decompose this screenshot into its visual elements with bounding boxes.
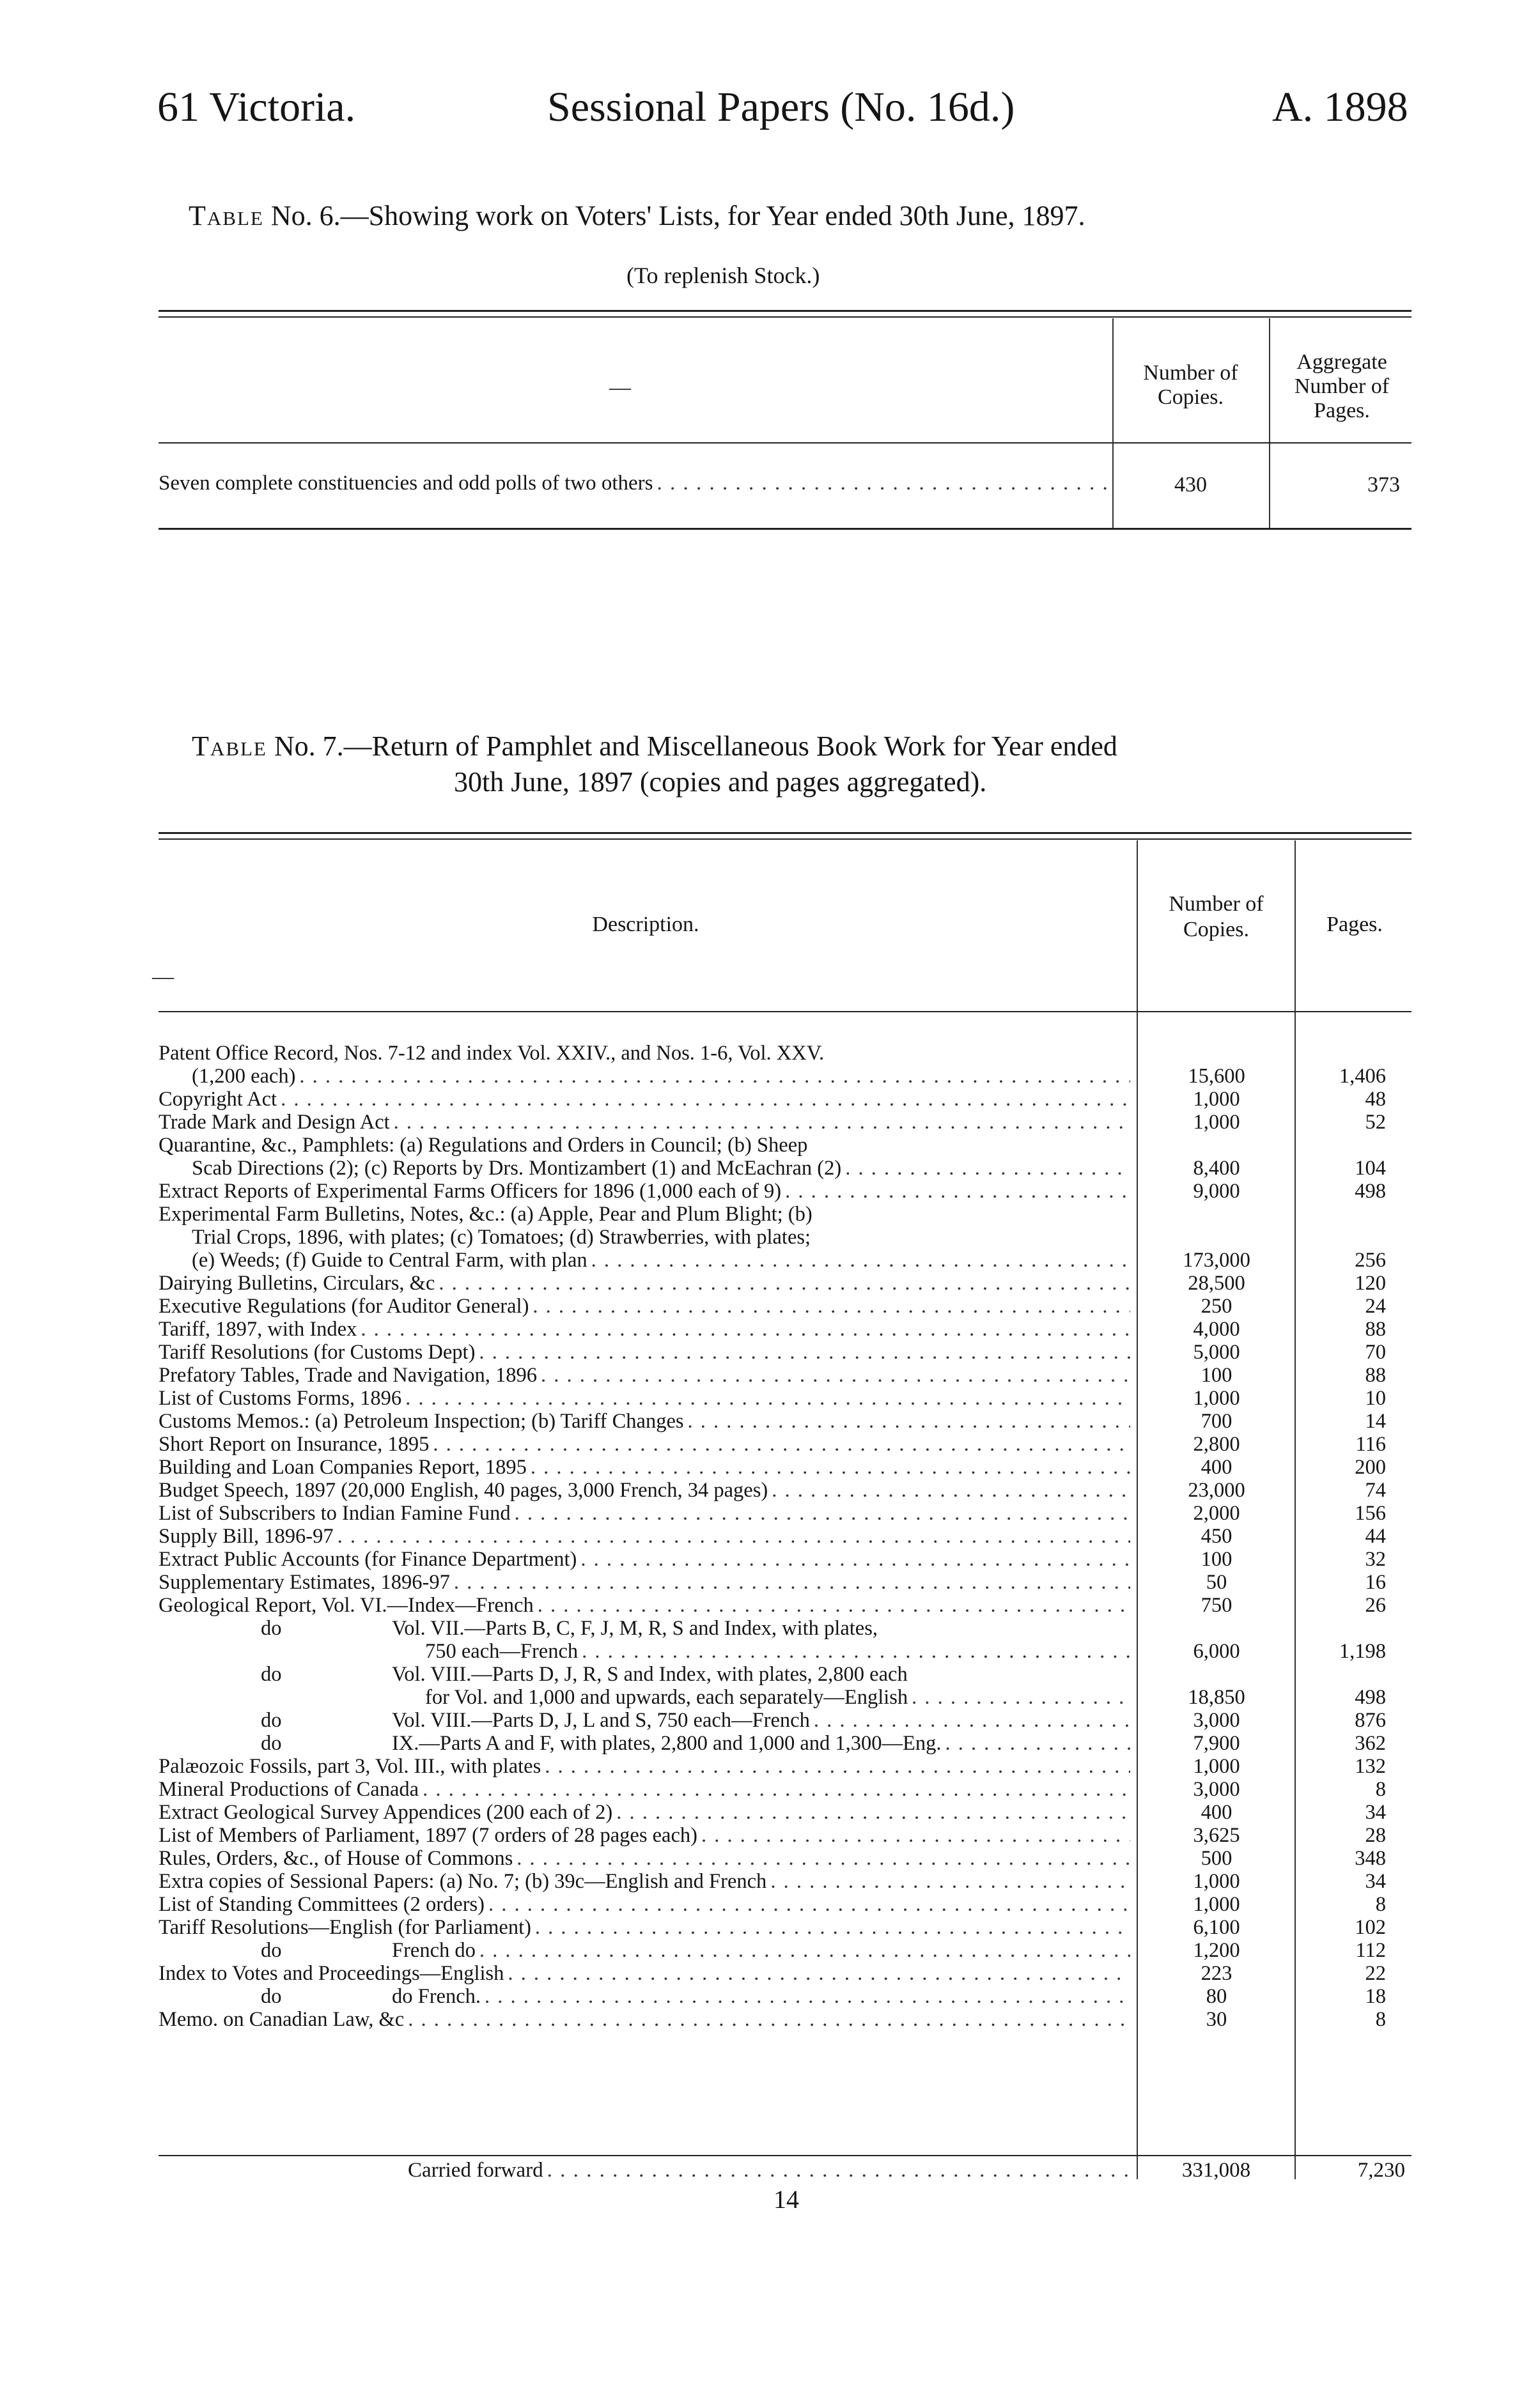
row-description-line: Prefatory Tables, Trade and Navigation, 1896	[159, 1364, 537, 1387]
row-description	[159, 1893, 1137, 1916]
row-description	[159, 1318, 1137, 1341]
ditto-mark: do	[261, 1663, 282, 1686]
row-pages: 34	[1365, 1801, 1386, 1824]
table-row	[159, 1088, 1411, 1111]
row-description	[159, 1387, 1137, 1410]
row-copies: 3,000	[1193, 1709, 1240, 1732]
row-copies: 450	[1201, 1525, 1232, 1548]
row-description-line: Extract Geological Survey Appendices (200 each of 2)	[159, 1801, 613, 1824]
row-description	[159, 1663, 1137, 1709]
table6-divider-2	[1269, 318, 1270, 529]
row-description	[159, 1778, 1137, 1801]
row-description	[159, 1111, 1137, 1134]
row-copies: 30	[1206, 2008, 1227, 2031]
row-copies: 3,000	[1193, 1778, 1240, 1801]
table-row	[159, 1893, 1411, 1916]
row-description	[159, 1617, 1137, 1663]
row-description	[159, 1962, 1137, 1985]
dot-leader	[770, 1870, 1130, 1893]
row-description	[159, 1801, 1137, 1824]
row-copies: 5,000	[1193, 1341, 1240, 1364]
row-pages: 348	[1355, 1847, 1386, 1870]
table-row	[159, 1387, 1411, 1410]
row-copies: 1,000	[1193, 1111, 1240, 1134]
row-pages: 18	[1365, 1985, 1386, 2008]
row-copies: 2,800	[1193, 1433, 1240, 1456]
row-description	[159, 1548, 1137, 1571]
dot-leader	[508, 1962, 1130, 1985]
row-pages: 16	[1365, 1571, 1386, 1594]
row-description-line: Trial Crops, 1896, with plates; (c) Tomatoes; (d) Strawberries, with plates;	[192, 1226, 811, 1249]
row-description-line: Tariff, 1897, with Index	[159, 1318, 357, 1341]
table6-top-rule-2	[159, 316, 1411, 318]
header-left: 61 Victoria.	[157, 84, 356, 130]
row-pages: 498	[1355, 1686, 1386, 1709]
row-pages: 32	[1365, 1548, 1386, 1571]
table-row	[159, 1456, 1411, 1479]
row-copies: 18,850	[1188, 1686, 1245, 1709]
row-description-line: Budget Speech, 1897 (20,000 English, 40 pages, 3,000 French, 34 pages)	[159, 1479, 768, 1502]
row-pages: 116	[1355, 1433, 1386, 1456]
ditto-mark: do	[261, 1939, 282, 1962]
row-copies: 100	[1201, 1364, 1232, 1387]
row-copies: 28,500	[1188, 1272, 1245, 1295]
row-copies: 80	[1206, 1985, 1227, 2008]
table-row	[159, 1180, 1411, 1203]
row-copies: 6,100	[1193, 1916, 1240, 1939]
row-description-line: List of Members of Parliament, 1897 (7 orders of 28 pages each)	[159, 1824, 697, 1847]
row-description-line: Index to Votes and Proceedings—English	[159, 1962, 504, 1985]
dot-leader	[541, 1364, 1130, 1387]
dot-leader	[405, 1387, 1130, 1410]
table-row	[159, 1916, 1411, 1939]
table-row	[159, 2008, 1411, 2031]
table6-col-copies: Number of Copies.	[1143, 361, 1238, 409]
dot-leader	[479, 1341, 1130, 1364]
row-copies: 4,000	[1193, 1318, 1240, 1341]
row-description	[159, 1985, 1137, 2008]
dot-leader	[688, 1410, 1130, 1433]
table6-col-pages: Aggregate Number of Pages.	[1294, 350, 1390, 422]
dot-leader	[433, 1433, 1130, 1456]
table-row	[159, 1042, 1411, 1088]
row-description-line: French do	[392, 1939, 476, 1962]
total-copies: 331,008	[1181, 2159, 1251, 2182]
row-description	[159, 1479, 1137, 1502]
dot-leader	[772, 1479, 1130, 1502]
row-description-line: Geological Report, Vol. VI.—Index—French	[159, 1594, 534, 1617]
row-description-line: Mineral Productions of Canada	[159, 1778, 419, 1801]
table-row	[159, 1824, 1411, 1847]
dot-leader	[454, 1571, 1130, 1594]
table-row	[159, 1548, 1411, 1571]
row-pages: 120	[1355, 1272, 1386, 1295]
ditto-mark: do	[261, 1617, 282, 1640]
table6-subtitle: (To replenish Stock.)	[626, 263, 820, 288]
row-copies: 8,400	[1193, 1157, 1240, 1180]
dot-leader	[281, 1088, 1130, 1111]
row-copies: 50	[1206, 1571, 1227, 1594]
dot-leader	[531, 1456, 1130, 1479]
row-pages: 52	[1365, 1111, 1386, 1134]
table7-top-rule-2	[159, 838, 1411, 840]
row-copies: 1,200	[1193, 1939, 1240, 1962]
table6-divider-1	[1112, 318, 1114, 529]
dot-leader	[845, 1157, 1130, 1180]
table6-row	[159, 472, 1108, 495]
row-copies: 1,000	[1193, 1088, 1240, 1111]
table-row	[159, 1709, 1411, 1732]
row-description-line: Customs Memos.: (a) Petroleum Inspection; (b) Tariff Changes	[159, 1410, 684, 1433]
row-pages: 156	[1355, 1502, 1386, 1525]
row-copies: 9,000	[1193, 1180, 1240, 1203]
row-description-line: (1,200 each)	[192, 1065, 296, 1088]
dot-leader	[479, 1939, 1130, 1962]
row-description-line: IX.—Parts A and F, with plates, 2,800 and 1,000 and 1,300—Eng.	[392, 1732, 942, 1755]
row-description-line: Vol. VII.—Parts B, C, F, J, M, R, S and Index, with plates,	[392, 1617, 878, 1640]
row-copies: 1,000	[1193, 1870, 1240, 1893]
row-copies: 1,000	[1193, 1893, 1240, 1916]
table-row	[159, 1525, 1411, 1548]
row-description-line: Executive Regulations (for Auditor General)	[159, 1295, 529, 1318]
row-description	[159, 1272, 1137, 1295]
row-description-line: Supplementary Estimates, 1896-97	[159, 1571, 450, 1594]
table-row	[159, 1318, 1411, 1341]
table-row	[159, 1571, 1411, 1594]
table-row	[159, 1985, 1411, 2008]
row-copies: 400	[1201, 1801, 1232, 1824]
row-description-line: Scab Directions (2); (c) Reports by Drs. Montizambert (1) and McEachran (2)	[192, 1157, 842, 1180]
row-description-line: Vol. VIII.—Parts D, J, R, S and Index, with plates, 2,800 each	[392, 1663, 908, 1686]
row-description-line: Extract Reports of Experimental Farms Officers for 1896 (1,000 each of 9)	[159, 1180, 782, 1203]
row-pages: 876	[1355, 1709, 1386, 1732]
row-description	[159, 1939, 1137, 1962]
row-description-line: do French.	[392, 1985, 481, 2008]
ditto-mark: do	[261, 1985, 282, 2008]
row-pages: 34	[1365, 1870, 1386, 1893]
row-pages: 70	[1365, 1341, 1386, 1364]
row-description	[159, 1295, 1137, 1318]
row-description-line: Extract Public Accounts (for Finance Department)	[159, 1548, 577, 1571]
dot-leader	[408, 2008, 1130, 2031]
table-row	[159, 1962, 1411, 1985]
table-row	[159, 1433, 1411, 1456]
table-row	[159, 1801, 1411, 1824]
dot-leader	[545, 1755, 1130, 1778]
row-description-line: Rules, Orders, &c., of House of Commons	[159, 1847, 513, 1870]
row-pages: 88	[1365, 1364, 1386, 1387]
dot-leader	[535, 1916, 1130, 1939]
row-pages: 498	[1355, 1180, 1386, 1203]
table7-col-desc: Description.	[592, 913, 699, 936]
row-description-line: Short Report on Insurance, 1895	[159, 1433, 430, 1456]
table-row	[159, 1663, 1411, 1709]
row-description-line: List of Standing Committees (2 orders)	[159, 1893, 485, 1916]
table6-row-desc: Seven complete constituencies and odd polls of two others	[159, 472, 653, 495]
table-row	[159, 1870, 1411, 1893]
row-description	[159, 1732, 1137, 1755]
row-description	[159, 1755, 1137, 1778]
row-pages: 14	[1365, 1410, 1386, 1433]
row-pages: 8	[1375, 1893, 1386, 1916]
row-description-line: Extra copies of Sessional Papers: (a) No. 7; (b) 39c—English and French	[159, 1870, 767, 1893]
row-description-line: Palæozoic Fossils, part 3, Vol. III., with plates	[159, 1755, 541, 1778]
row-pages: 1,406	[1339, 1065, 1386, 1088]
table7-top-rule	[159, 832, 1411, 834]
dot-leader	[338, 1525, 1130, 1548]
row-description-line: Copyright Act	[159, 1088, 277, 1111]
row-description	[159, 1433, 1137, 1456]
row-description	[159, 1571, 1137, 1594]
row-pages: 112	[1355, 1939, 1386, 1962]
row-copies: 250	[1201, 1295, 1232, 1318]
row-description	[159, 1870, 1137, 1893]
row-description	[159, 1456, 1137, 1479]
row-description-line: Dairying Bulletins, Circulars, &c	[159, 1272, 435, 1295]
dot-leader	[814, 1709, 1130, 1732]
row-description	[159, 1410, 1137, 1433]
row-description	[159, 1594, 1137, 1617]
row-copies: 23,000	[1188, 1479, 1245, 1502]
row-copies: 2,000	[1193, 1502, 1240, 1525]
row-pages: 8	[1375, 2008, 1386, 2031]
row-pages: 8	[1375, 1778, 1386, 1801]
row-pages: 74	[1365, 1479, 1386, 1502]
row-description	[159, 1364, 1137, 1387]
table-row	[159, 1755, 1411, 1778]
row-copies: 3,625	[1193, 1824, 1240, 1847]
dot-leader	[591, 1249, 1130, 1272]
table7-total-rule	[159, 2155, 1411, 2156]
table-row	[159, 1594, 1411, 1617]
ditto-mark: do	[261, 1732, 282, 1755]
table6-title: Table No. 6.—Showing work on Voters' Lists, for Year ended 30th June, 1897.	[189, 200, 1085, 231]
row-copies: 400	[1201, 1456, 1232, 1479]
row-description	[159, 1916, 1137, 1939]
row-description	[159, 1180, 1137, 1203]
table6-row-copies: 430	[1174, 473, 1207, 497]
row-copies: 173,000	[1183, 1249, 1250, 1272]
row-copies: 6,000	[1193, 1640, 1240, 1663]
total-label: Carried forward	[408, 2159, 543, 2182]
row-pages: 200	[1355, 1456, 1386, 1479]
table-row	[159, 1134, 1411, 1180]
dot-leader	[582, 1640, 1130, 1663]
dot-leader	[538, 1594, 1130, 1617]
table7-title-line2: 30th June, 1897 (copies and pages aggregated).	[454, 766, 987, 798]
row-pages: 22	[1365, 1962, 1386, 1985]
row-copies: 1,000	[1193, 1755, 1240, 1778]
row-description-line: Experimental Farm Bulletins, Notes, &c.: (a) Apple, Pear and Plum Blight; (b)	[159, 1203, 813, 1226]
row-description	[159, 1042, 1137, 1088]
row-description	[159, 1203, 1137, 1272]
page-number: 14	[774, 2185, 799, 2214]
header-right: A. 1898	[1272, 84, 1408, 130]
dot-leader	[423, 1778, 1130, 1801]
row-description	[159, 1134, 1137, 1180]
row-description-line: Supply Bill, 1896-97	[159, 1525, 334, 1548]
dot-leader	[533, 1295, 1130, 1318]
row-copies: 7,900	[1193, 1732, 1240, 1755]
table6-header-rule	[159, 442, 1411, 444]
row-pages: 24	[1365, 1295, 1386, 1318]
row-copies: 100	[1201, 1548, 1232, 1571]
row-pages: 104	[1355, 1157, 1386, 1180]
row-description-line: Memo. on Canadian Law, &c	[159, 2008, 405, 2031]
dot-leader	[394, 1111, 1130, 1134]
row-description	[159, 1341, 1137, 1364]
row-copies: 1,000	[1193, 1387, 1240, 1410]
table6-row-pages: 373	[1367, 473, 1400, 497]
table-row	[159, 1364, 1411, 1387]
dot-leader	[485, 1985, 1130, 2008]
table6-bottom-rule	[159, 528, 1411, 530]
table6-top-rule	[159, 310, 1411, 312]
row-description-line: Building and Loan Companies Report, 1895	[159, 1456, 527, 1479]
row-description-line: Tariff Resolutions—English (for Parliament)	[159, 1916, 531, 1939]
row-description	[159, 1088, 1137, 1111]
row-description-line: Patent Office Record, Nos. 7-12 and index Vol. XXIV., and Nos. 1-6, Vol. XXV.	[159, 1042, 825, 1065]
row-description	[159, 1525, 1137, 1548]
table-row	[159, 1778, 1411, 1801]
row-pages: 26	[1365, 1594, 1386, 1617]
table7-header-rule	[159, 1011, 1411, 1012]
table-row	[159, 1111, 1411, 1134]
dot-leader	[616, 1801, 1130, 1824]
row-description-line: for Vol. and 1,000 and upwards, each separately—English	[425, 1686, 908, 1709]
table-row	[159, 1847, 1411, 1870]
dot-leader	[299, 1065, 1130, 1088]
table-row	[159, 1617, 1411, 1663]
table-row	[159, 1939, 1411, 1962]
row-description	[159, 2008, 1137, 2031]
row-pages: 132	[1355, 1755, 1386, 1778]
table7-col-copies: Number of Copies.	[1169, 892, 1264, 941]
row-description	[159, 1847, 1137, 1870]
row-description	[159, 1824, 1137, 1847]
table7-col-desc-dash: —	[152, 965, 174, 989]
dot-leader	[580, 1548, 1130, 1571]
row-copies: 15,600	[1188, 1065, 1245, 1088]
dot-leader	[912, 1686, 1130, 1709]
ditto-mark: do	[261, 1709, 282, 1732]
row-copies: 500	[1201, 1847, 1232, 1870]
dot-leader	[515, 1502, 1130, 1525]
dot-leader	[701, 1824, 1130, 1847]
table7-body	[159, 1042, 1411, 2031]
table-row	[159, 1502, 1411, 1525]
table-row	[159, 1203, 1411, 1272]
table-row	[159, 1295, 1411, 1318]
row-description	[159, 1502, 1137, 1525]
row-copies: 750	[1201, 1594, 1232, 1617]
row-pages: 1,198	[1339, 1640, 1386, 1663]
total-pages: 7,230	[1357, 2159, 1405, 2182]
row-pages: 44	[1365, 1525, 1386, 1548]
row-description-line: 750 each—French	[425, 1640, 579, 1663]
dot-leader	[439, 1272, 1130, 1295]
row-description-line: Quarantine, &c., Pamphlets: (a) Regulations and Orders in Council; (b) Sheep	[159, 1134, 808, 1157]
dot-leader	[361, 1318, 1130, 1341]
row-pages: 48	[1365, 1088, 1386, 1111]
row-pages: 28	[1365, 1824, 1386, 1847]
table7-title-line1: Table No. 7.—Return of Pamphlet and Miscellaneous Book Work for Year ended	[192, 730, 1117, 762]
row-description-line: Vol. VIII.—Parts D, J, L and S, 750 each—French	[392, 1709, 810, 1732]
row-description	[159, 1709, 1137, 1732]
row-description-line: (e) Weeds; (f) Guide to Central Farm, with plan	[192, 1249, 587, 1272]
table-row	[159, 1479, 1411, 1502]
row-pages: 10	[1365, 1387, 1386, 1410]
table-row	[159, 1341, 1411, 1364]
row-pages: 362	[1355, 1732, 1386, 1755]
table-row	[159, 1272, 1411, 1295]
row-pages: 102	[1355, 1916, 1386, 1939]
row-description-line: Tariff Resolutions (for Customs Dept)	[159, 1341, 476, 1364]
row-pages: 256	[1355, 1249, 1386, 1272]
table7-col-pages: Pages.	[1326, 913, 1383, 936]
row-description-line: Trade Mark and Design Act	[159, 1111, 390, 1134]
row-copies: 700	[1201, 1410, 1232, 1433]
dot-leader	[945, 1732, 1131, 1755]
row-pages: 88	[1365, 1318, 1386, 1341]
row-description-line: List of Customs Forms, 1896	[159, 1387, 402, 1410]
dot-leader	[517, 1847, 1130, 1870]
table-row	[159, 1410, 1411, 1433]
table6-col-desc: —	[609, 376, 631, 399]
header-center: Sessional Papers (No. 16d.)	[547, 84, 1015, 130]
table-row	[159, 1732, 1411, 1755]
row-copies: 223	[1201, 1962, 1232, 1985]
dot-leader	[488, 1893, 1130, 1916]
dot-leader	[785, 1180, 1130, 1203]
row-description-line: List of Subscribers to Indian Famine Fund	[159, 1502, 511, 1525]
